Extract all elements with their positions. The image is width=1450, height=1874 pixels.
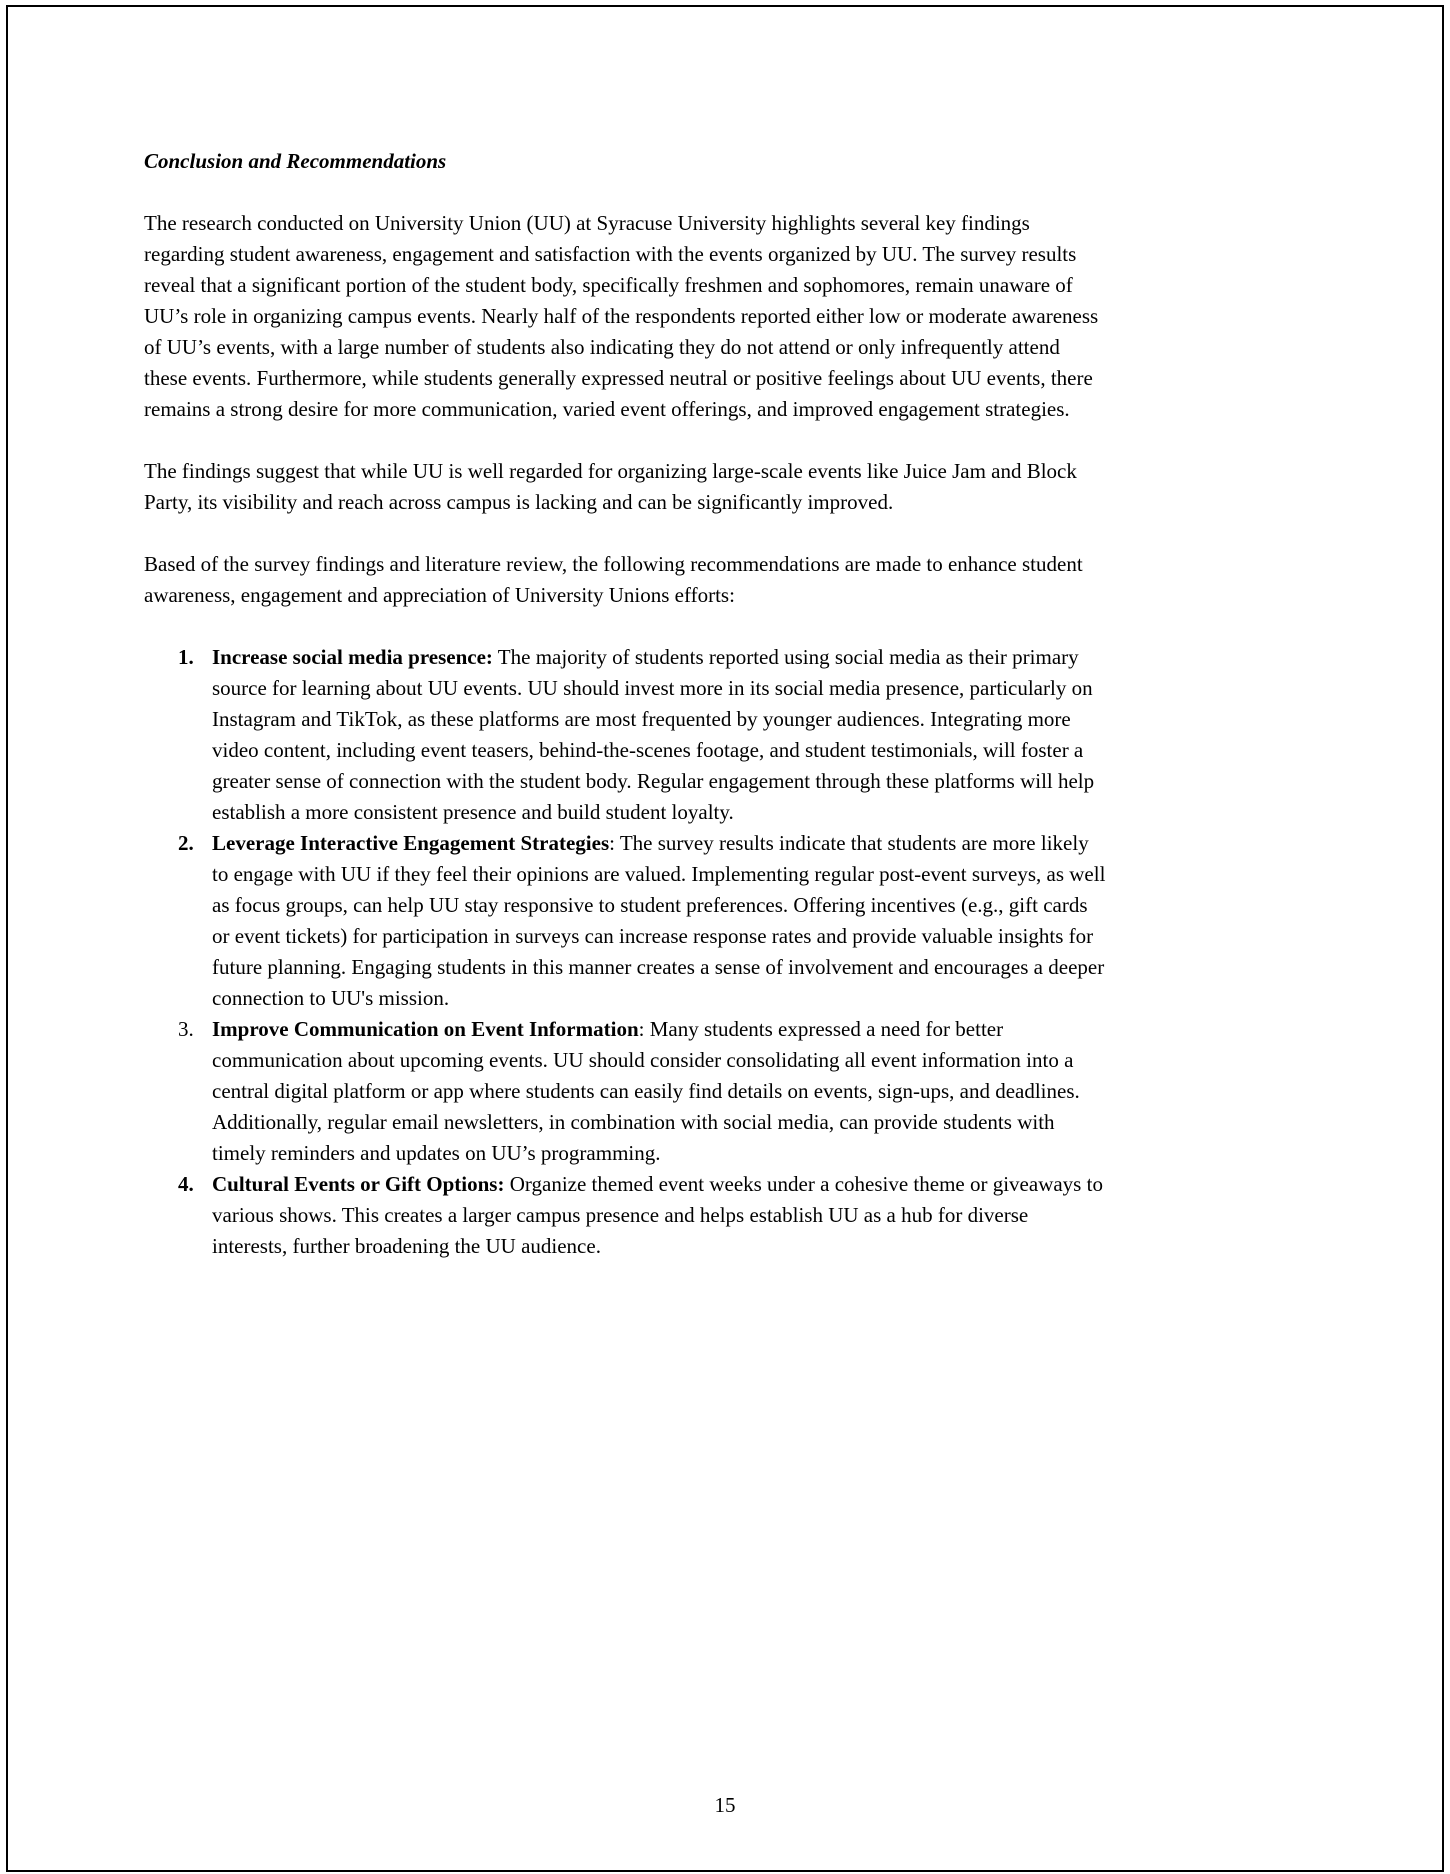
list-item-body: : Many students expressed a need for better communication about upcoming events. UU should consider consolidating all event information into a central digital platform or app where students can easily find details on events, sign-ups, and deadlines. Additionally, regular email newsletters, in combination with social media, can provide students with timely reminders and updates on UU’s programming. [212,1017,1080,1165]
list-item-communication [144,1014,1106,1169]
paragraph-research-findings: The research conducted on University Union (UU) at Syracuse University highlights several key findings regarding student awareness, engagement and satisfaction with the events organized by UU. The survey results reveal that a significant portion of the student body, specifically freshmen and sophomores, remain unaware of UU’s role in organizing campus events. Nearly half of the respondents reported either low or moderate awareness of UU’s events, with a large number of students also indicating they do not attend or only infrequently attend these events. Furthermore, while students generally expressed neutral or positive feelings about UU events, there remains a strong desire for more communication, varied event offerings, and improved engagement strategies. [144,211,1099,421]
recommendations-list [144,642,1106,1262]
list-marker: 4. [178,1172,194,1196]
list-marker: 3. [178,1017,194,1041]
list-item-body: : The survey results indicate that students are more likely to engage with UU if they feel their opinions are valued. Implementing regular post-event surveys, as well as focus groups, can help UU stay responsive to student preferences. Offering incentives (e.g., gift cards or event tickets) for participation in surveys can increase response rates and provide valuable insights for future planning. Engaging students in this manner creates a sense of involvement and encourages a deeper connection to UU's mission. [212,831,1106,1010]
list-marker: 2. [178,831,194,855]
list-item-cultural-events [144,1169,1106,1262]
list-item-lead: Leverage Interactive Engagement Strategies [212,831,610,855]
list-item-social-media [144,642,1106,828]
page-number: 15 [714,1793,736,1817]
list-marker: 1. [178,645,194,669]
list-item-lead: Cultural Events or Gift Options: [212,1172,505,1196]
list-item-engagement-strategies [144,828,1106,1014]
document-heading: Conclusion and Recommendations [144,149,447,173]
paragraph-findings-summary: The findings suggest that while UU is well regarded for organizing large-scale events like Juice Jam and Block Party, its visibility and reach across campus is lacking and can be significantly improved. [144,459,1077,514]
list-item-lead: Increase social media presence: [212,645,493,669]
document-content [144,146,1106,1262]
list-item-body: Organize themed event weeks under a cohesive theme or giveaways to various shows. This creates a larger campus presence and helps establish UU as a hub for diverse interests, further broadening the UU audience. [212,1172,1103,1258]
list-item-body: The majority of students reported using social media as their primary source for learning about UU events. UU should invest more in its social media presence, particularly on Instagram and TikTok, as these platforms are most frequented by younger audiences. Integrating more video content, including event teasers, behind-the-scenes footage, and student testimonials, will foster a greater sense of connection with the student body. Regular engagement through these platforms will help establish a more consistent presence and build student loyalty. [212,645,1095,824]
paragraph-recommendations-intro: Based of the survey findings and literature review, the following recommendations are made to enhance student awareness, engagement and appreciation of University Unions efforts: [144,552,1083,607]
list-item-lead: Improve Communication on Event Information [212,1017,639,1041]
